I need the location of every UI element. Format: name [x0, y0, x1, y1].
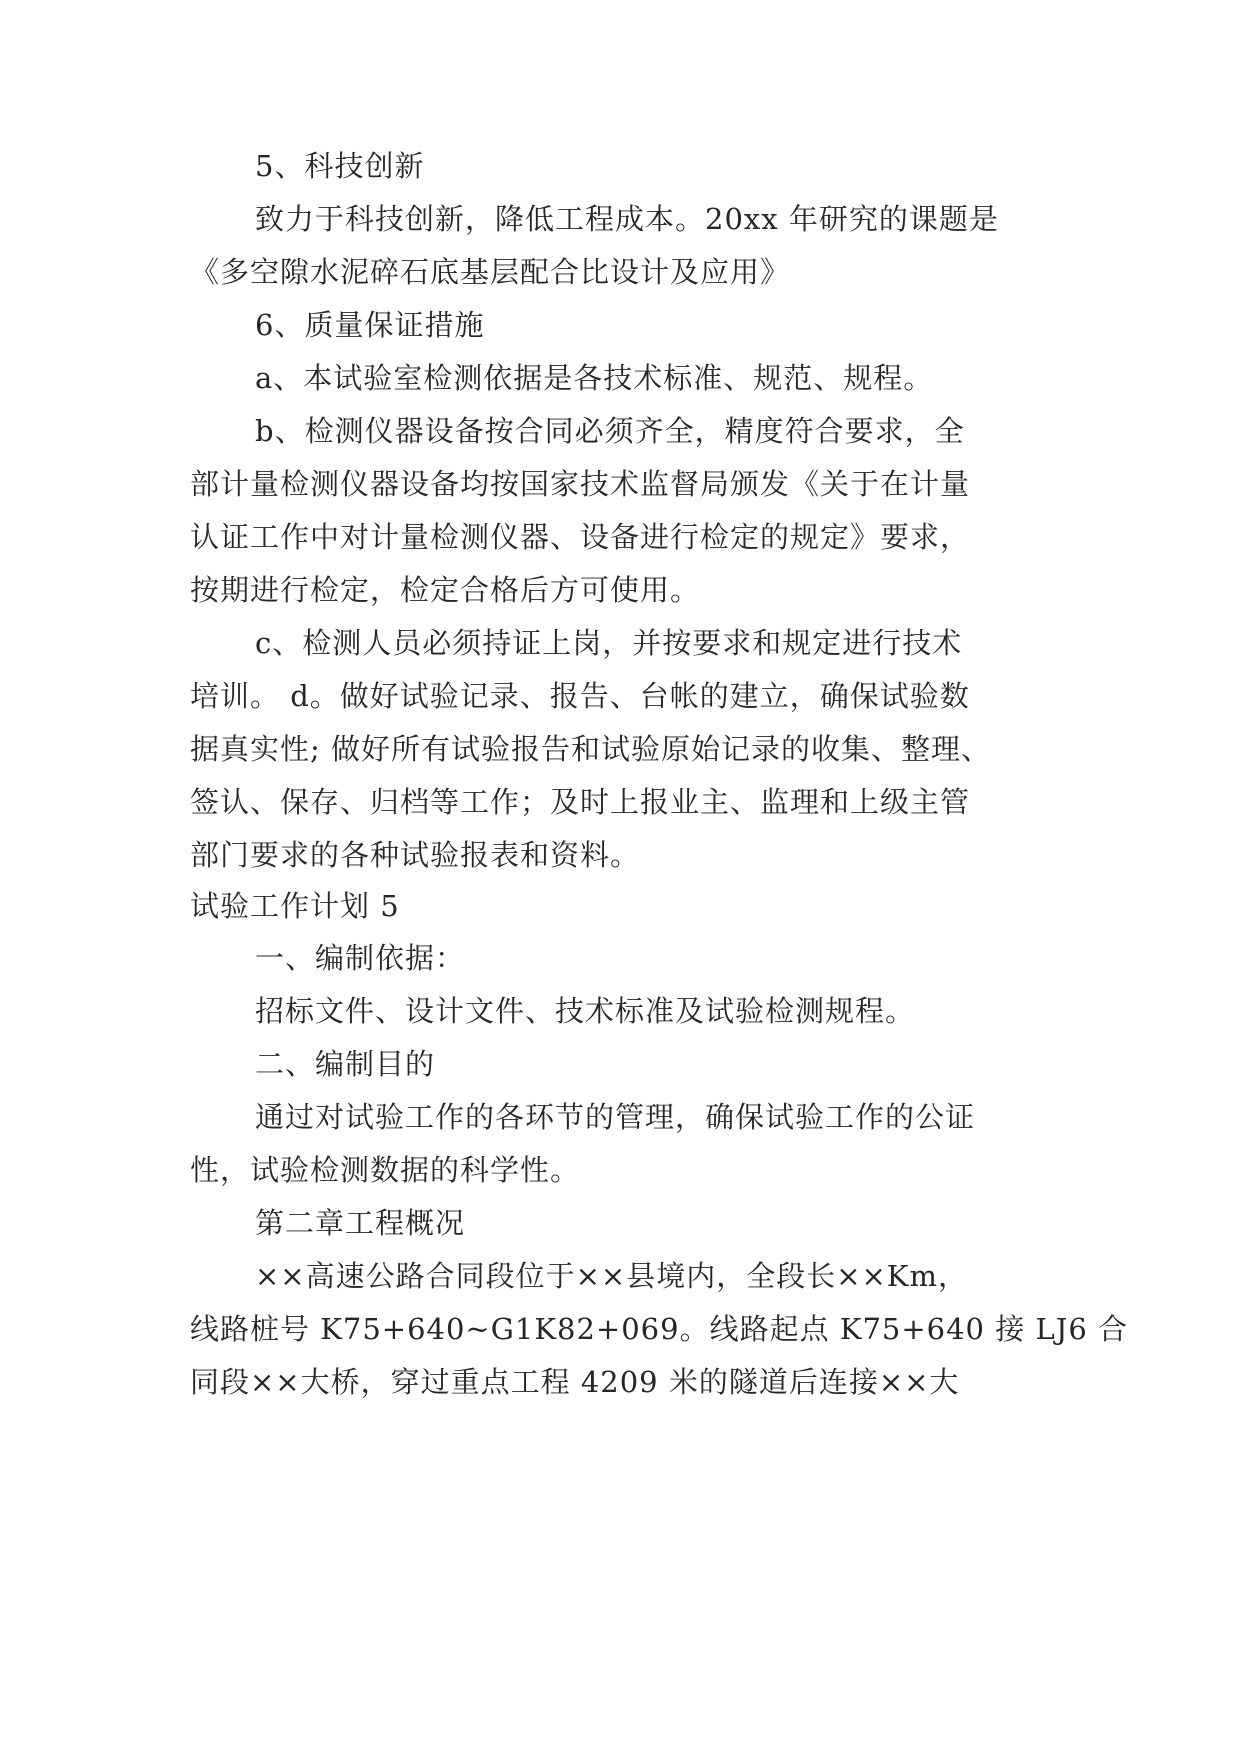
chapter-heading: 第二章工程概况: [255, 1206, 466, 1240]
paragraph-line: 培训。 d。做好试验记录、报告、台帐的建立，确保试验数: [190, 679, 970, 713]
paragraph-line: 据真实性; 做好所有试验报告和试验原始记录的收集、整理、: [190, 732, 991, 766]
paragraph-line: c、检测人员必须持证上岗，并按要求和规定进行技术: [255, 626, 963, 660]
paragraph-line: 部计量检测仪器设备均按国家技术监督局颁发《关于在计量: [190, 467, 971, 501]
paragraph-line: ××高速公路合同段位于××县境内，全段长××Km，: [255, 1259, 968, 1293]
plan-title: 试验工作计划 5: [190, 889, 400, 923]
paragraph-line: 《多空隙水泥碎石底基层配合比设计及应用》: [190, 255, 791, 289]
paragraph-line: 部门要求的各种试验报表和资料。: [190, 838, 641, 872]
paragraph-line: 签认、保存、归档等工作；及时上报业主、监理和上级主管: [190, 785, 971, 819]
section-heading-5: 5、科技创新: [255, 149, 425, 183]
paragraph-line: 同段××大桥，穿过重点工程 4209 米的隧道后连接××大: [190, 1365, 960, 1399]
paragraph-line: 通过对试验工作的各环节的管理，确保试验工作的公证: [255, 1100, 976, 1134]
paragraph-line: 认证工作中对计量检测仪器、设备进行检定的规定》要求，: [190, 520, 971, 554]
paragraph-line: 招标文件、设计文件、技术标准及试验检测规程。: [255, 994, 916, 1028]
section-heading-basis: 一、编制依据：: [255, 941, 466, 975]
paragraph-line: a、本试验室检测依据是各技术标准、规范、规程。: [255, 361, 934, 395]
paragraph-line: 按期进行检定，检定合格后方可使用。: [190, 573, 701, 607]
paragraph-line: 线路桩号 K75+640~G1K82+069。线路起点 K75+640 接 LJ6 合: [190, 1312, 1128, 1346]
paragraph-line: 性，试验检测数据的科学性。: [190, 1153, 581, 1187]
section-heading-purpose: 二、编制目的: [255, 1047, 436, 1081]
paragraph-line: b、检测仪器设备按合同必须齐全，精度符合要求，全: [255, 414, 965, 448]
section-heading-6: 6、质量保证措施: [255, 308, 485, 342]
paragraph-line: 致力于科技创新，降低工程成本。20xx 年研究的课题是: [255, 202, 999, 236]
